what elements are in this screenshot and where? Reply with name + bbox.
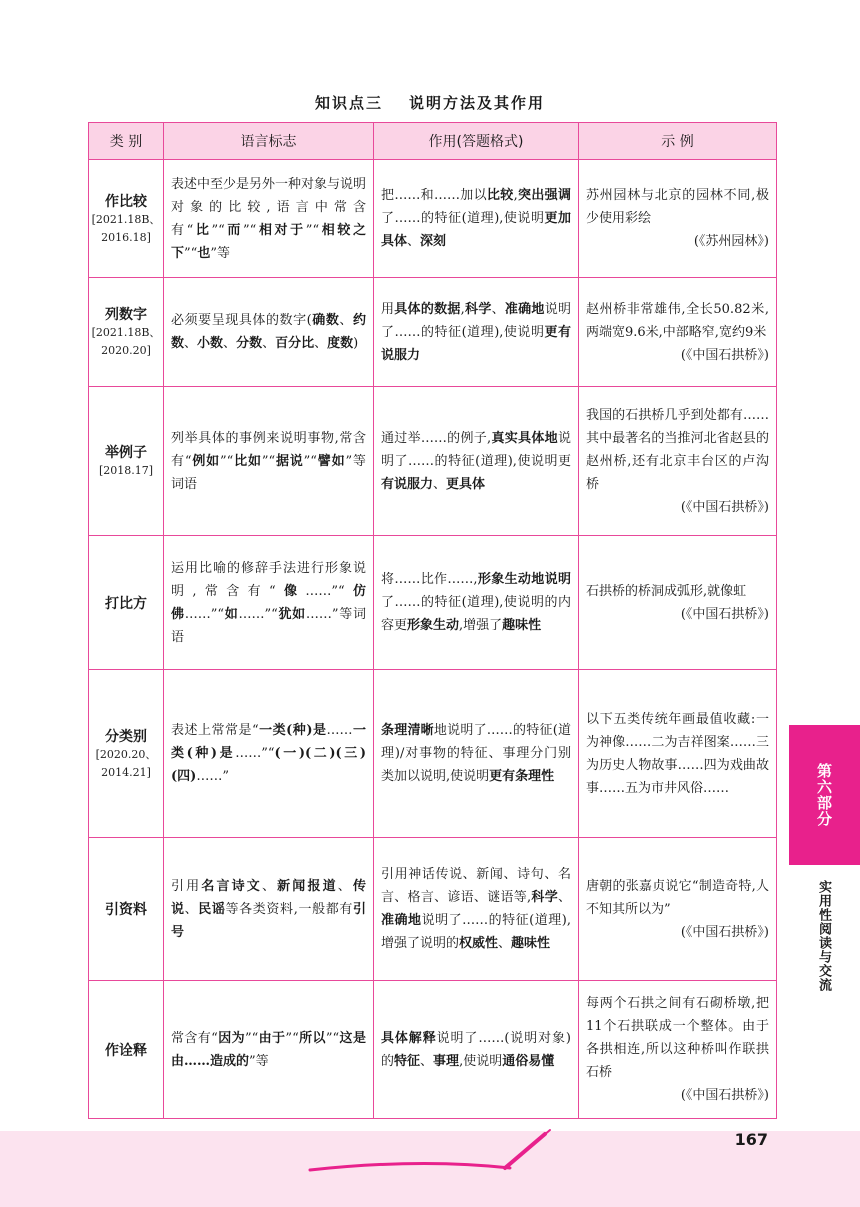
keyword: 例如 xyxy=(191,453,220,469)
text-run: 、 xyxy=(557,890,571,905)
function-cell xyxy=(374,387,579,536)
text-run: , xyxy=(460,301,465,317)
keyword: 约数 xyxy=(171,313,366,351)
example-source: (《中国石拱桥》) xyxy=(680,499,769,515)
keyword: 有说服力 xyxy=(381,476,434,492)
example-cell xyxy=(579,536,777,670)
keyword: 传说 xyxy=(171,878,366,917)
exam-year: 2016.18] xyxy=(101,230,151,244)
example-cell xyxy=(579,387,777,536)
text-run: 将……比作……, xyxy=(381,572,478,587)
example-text: 唐朝的张嘉贞说它“制造奇特,人不知其所以为” xyxy=(586,878,769,917)
example-text: 每两个石拱之间有石砌桥墩,把11个石拱联成一个整体。由于各拱相连,所以这种桥叫作联拱石桥 xyxy=(586,996,769,1080)
method-name: 打比方 xyxy=(105,595,147,612)
exam-year: 2020.20] xyxy=(101,344,151,357)
keyword: 条理清晰 xyxy=(381,723,434,738)
text-run: 表述上常常是“ xyxy=(171,723,259,738)
keyword: 犹如 xyxy=(277,606,306,622)
method-name: 列数字 xyxy=(105,307,147,323)
header-type: 类 别 xyxy=(89,123,164,160)
table-row xyxy=(89,387,777,536)
table-row xyxy=(89,160,777,278)
exam-year: [2021.18B、 xyxy=(91,326,161,339)
method-name: 举例子 xyxy=(105,445,147,461)
example-source: (《中国石拱桥》) xyxy=(680,606,769,622)
keyword: 因为 xyxy=(217,1030,245,1046)
table-row xyxy=(89,981,777,1119)
section-title-text: 说明方法及其作用 xyxy=(409,94,546,112)
text-run: 、 xyxy=(407,234,421,249)
text-run: 通过举……的例子, xyxy=(381,430,492,446)
text-run: ,增强了 xyxy=(459,618,503,633)
text-run: 引用 xyxy=(171,878,202,894)
language-marker-cell xyxy=(164,387,374,536)
text-run: 用 xyxy=(381,301,395,317)
keyword: 形象生动地说明 xyxy=(477,572,571,587)
keyword: 像 xyxy=(275,583,306,599)
keyword: 相对于 xyxy=(256,222,306,238)
keyword: 准确地 xyxy=(504,301,545,317)
text-run: ”“ xyxy=(285,1030,299,1046)
keyword: 如 xyxy=(224,606,239,622)
keyword: 一类(种)是 xyxy=(258,723,327,738)
text-run: ……”“ xyxy=(238,606,278,622)
text-run: 、 xyxy=(491,301,505,317)
language-marker-cell xyxy=(164,981,374,1119)
keyword: 通俗易懂 xyxy=(502,1053,555,1069)
text-run: 、 xyxy=(337,878,353,894)
example-source: (《苏州园林》) xyxy=(693,234,769,249)
keyword: 深刻 xyxy=(420,234,447,249)
method-type-cell xyxy=(89,160,164,278)
method-type-cell xyxy=(89,981,164,1119)
keyword: 权威性 xyxy=(459,936,499,951)
text-run: 说明了……的特征(道理),增强了说明的 xyxy=(381,913,571,951)
example-source: (《中国石拱桥》) xyxy=(680,347,769,363)
keyword: 据说 xyxy=(275,453,304,469)
example-text: 石拱桥的桥洞成弧形,就像虹 xyxy=(586,583,747,599)
text-run: 常含有“ xyxy=(171,1030,218,1046)
keyword: 更有说服力 xyxy=(381,324,571,363)
part-subtitle: 实用性阅读与交流 xyxy=(816,880,831,992)
language-marker-cell xyxy=(164,670,374,838)
method-name: 作比较 xyxy=(105,193,147,210)
text-run: ”“ xyxy=(220,453,234,469)
text-run: 列举具体的事例来说明事物,常含有“ xyxy=(171,430,366,469)
example-text: 以下五类传统年画最值收藏:一为神像……二为吉祥图案……三为历史人物故事……四为戏曲故事……五为市井风俗…… xyxy=(586,711,769,796)
text-run: ……”“ xyxy=(184,606,225,622)
header-function: 作用(答题格式) xyxy=(374,123,579,160)
text-run: 、 xyxy=(314,336,328,351)
page-number: 167 xyxy=(734,1130,768,1149)
table-header-row xyxy=(89,123,777,160)
keyword: 突出强调 xyxy=(517,188,571,203)
keyword: 一类(种)是 xyxy=(171,723,366,761)
method-name: 作诠释 xyxy=(105,1042,147,1059)
example-cell xyxy=(579,981,777,1119)
text-run: ”等 xyxy=(249,1053,269,1069)
text-run: ”“ xyxy=(243,222,257,238)
method-name: 分类别 xyxy=(105,728,147,745)
text-run: ……”等词语 xyxy=(171,606,366,645)
example-cell xyxy=(579,838,777,981)
keyword: 具体解释 xyxy=(381,1030,437,1046)
keyword: 由于 xyxy=(258,1030,286,1046)
text-run: ”“ xyxy=(244,1030,259,1046)
example-source: (《中国石拱桥》) xyxy=(680,924,769,940)
text-run: ……”“ xyxy=(235,746,275,761)
section-title-prefix: 知识点三 xyxy=(314,94,383,112)
method-type-cell xyxy=(89,278,164,387)
keyword: 形象生动 xyxy=(407,618,460,633)
keyword: 也 xyxy=(197,245,211,261)
text-run: 、 xyxy=(184,901,199,917)
method-type-cell xyxy=(89,536,164,670)
table-row xyxy=(89,278,777,387)
keyword: 特征 xyxy=(394,1053,421,1069)
keyword: 比 xyxy=(193,222,212,238)
keyword: 更具体 xyxy=(446,476,486,492)
text-run: , xyxy=(513,188,518,203)
text-run: ”“ xyxy=(303,453,317,469)
text-run: ……”“ xyxy=(305,583,345,599)
text-run: 了……的特征(道理),使说明的内容更 xyxy=(381,595,571,633)
pen-decoration xyxy=(300,1128,560,1178)
language-marker-cell xyxy=(164,160,374,278)
keyword: 更有条理性 xyxy=(489,769,555,784)
keyword: 这是由……造成的 xyxy=(171,1030,366,1069)
text-run: ,使说明 xyxy=(459,1053,503,1069)
keyword: 趣味性 xyxy=(511,936,551,951)
text-run: 、 xyxy=(261,878,278,894)
example-cell xyxy=(579,670,777,838)
text-run: 把……和……加以 xyxy=(381,188,487,203)
text-run: 说明了……的特征(道理),使说明 xyxy=(381,301,571,340)
keyword: 分数 xyxy=(236,336,263,351)
text-run: ”等 xyxy=(210,245,230,261)
keyword: 度数 xyxy=(327,336,354,351)
table-row xyxy=(89,838,777,981)
table-row xyxy=(89,670,777,838)
function-cell xyxy=(374,160,579,278)
text-run: 、 xyxy=(420,1053,434,1069)
exam-year: [2020.20、 xyxy=(95,747,157,761)
example-text: 苏州园林与北京的园林不同,极少使用彩绘 xyxy=(586,188,769,226)
header-marker: 语言标志 xyxy=(164,123,374,160)
text-run: 引用神话传说、新闻、诗句、名言、格言、谚语、谜语等, xyxy=(381,867,571,905)
exam-year: 2014.21] xyxy=(101,765,151,779)
text-run: ) xyxy=(353,336,359,351)
text-run: 必须要呈现具体的数字( xyxy=(171,313,312,328)
exam-year: [2018.17] xyxy=(98,464,154,477)
example-text: 赵州桥非常雄伟,全长50.82米,两端宽9.6米,中部略窄,宽约9米 xyxy=(586,301,769,340)
keyword: 趣味性 xyxy=(502,618,542,633)
text-run: ”“ xyxy=(325,1030,340,1046)
text-run: ”“ xyxy=(184,245,198,261)
table-row xyxy=(89,536,777,670)
explanation-methods-table xyxy=(88,122,777,1119)
exam-year: [2021.18B、 xyxy=(91,212,161,226)
text-run: 、 xyxy=(262,336,276,351)
text-run: …… xyxy=(326,723,353,738)
keyword: 事理 xyxy=(433,1053,460,1069)
text-run: ”等词语 xyxy=(171,453,366,492)
text-run: 表述中至少是另外一种对象与说明对象的比较,语言中常含有“ xyxy=(171,176,367,238)
function-cell xyxy=(374,670,579,838)
text-run: ……” xyxy=(196,769,229,784)
text-run: 、 xyxy=(498,936,512,951)
method-type-cell xyxy=(89,838,164,981)
keyword: 引号 xyxy=(171,901,366,940)
text-run: 说明了……(说明对象)的 xyxy=(381,1030,571,1069)
example-cell xyxy=(579,160,777,278)
keyword: 确数 xyxy=(311,313,340,328)
keyword: 所以 xyxy=(298,1030,326,1046)
text-run: 说明了……的特征(道理),使说明更 xyxy=(381,430,571,469)
part-six-tab xyxy=(789,725,860,865)
keyword: 科学 xyxy=(531,890,558,905)
function-cell xyxy=(374,278,579,387)
example-text: 我国的石拱桥几乎到处都有……其中最著名的当推河北省赵县的赵州桥,还有北京丰台区的卢沟桥 xyxy=(586,407,769,492)
language-marker-cell xyxy=(164,536,374,670)
language-marker-cell xyxy=(164,278,374,387)
method-type-cell xyxy=(89,387,164,536)
keyword: 新闻报道 xyxy=(277,878,338,894)
keyword: (一)(二)(三)(四) xyxy=(171,746,366,784)
language-marker-cell xyxy=(164,838,374,981)
part-six-label: 第六部分 xyxy=(815,763,833,827)
method-name: 引资料 xyxy=(105,902,147,918)
keyword: 名言诗文 xyxy=(201,878,262,894)
keyword: 准确地 xyxy=(381,913,422,928)
function-cell xyxy=(374,838,579,981)
text-run: 了……的特征(道理),使说明 xyxy=(381,211,545,226)
keyword: 小数 xyxy=(197,336,224,351)
keyword: 科学 xyxy=(464,301,492,317)
keyword: 具体的数据 xyxy=(394,301,461,317)
keyword: 真实具体地 xyxy=(491,430,558,446)
text-run: 、 xyxy=(433,476,447,492)
header-example: 示 例 xyxy=(579,123,777,160)
function-cell xyxy=(374,536,579,670)
text-run: 、 xyxy=(184,336,198,351)
keyword: 而 xyxy=(224,222,244,238)
keyword: 比较 xyxy=(486,188,514,203)
example-cell xyxy=(579,278,777,387)
text-run: 、 xyxy=(339,313,353,328)
text-run: 等各类资料,一般都有 xyxy=(225,901,353,917)
text-run: ”“ xyxy=(211,222,225,238)
keyword: 民谣 xyxy=(198,901,226,917)
section-title xyxy=(0,92,860,113)
text-run: 、 xyxy=(223,336,237,351)
keyword: 百分比 xyxy=(275,336,315,351)
keyword: 譬如 xyxy=(316,453,346,469)
method-type-cell xyxy=(89,670,164,838)
function-cell xyxy=(374,981,579,1119)
example-source: (《中国石拱桥》) xyxy=(680,1088,769,1103)
keyword: 相较之下 xyxy=(171,222,366,261)
text-run: ”“ xyxy=(305,222,320,238)
text-run: ”“ xyxy=(261,453,276,469)
keyword: 比如 xyxy=(233,453,262,469)
text-run: 地说明了……的特征(道理)/对事物的特征、事理分门别类加以说明,使说明 xyxy=(381,723,571,784)
text-run: 运用比喻的修辞手法进行形象说明,常含有“ xyxy=(171,560,366,599)
keyword: 仿佛 xyxy=(171,583,366,622)
keyword: 更加具体 xyxy=(381,211,571,249)
